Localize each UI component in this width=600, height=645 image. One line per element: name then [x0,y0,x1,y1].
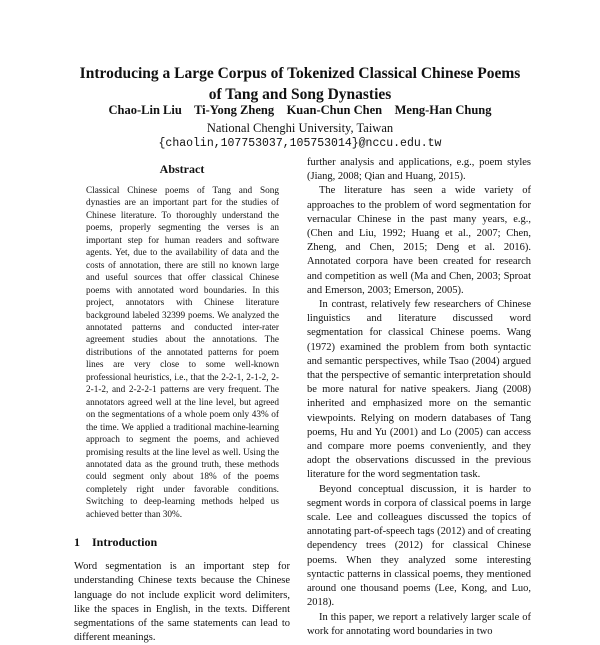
introduction-paragraph: Word segmentation is an important step for understanding Chinese texts because the Chinese language do not include explicit word delimiters, like the spaces in English, in the texts. Different segmentations of the same statements can lead to different meanings. [74,561,290,644]
title-line-1: Introducing a Large Corpus of Tokenized Classical Chinese Poems [79,65,521,82]
paragraph-2: The literature has seen a wide variety of approaches to the problem of word segmentation for vernacular Chinese in the past many years, e.g., (Chen and Liu, 1992; Huang et al., 2007; Chen, Zheng, and Chen, 2015; Deng et al. 2016). Annotated corpora have been created for research and competition as well (Ma and Chen, 2003; Sproat and Emerson, 2003; Emerson, 2005). [307,185,531,296]
abstract-text: Classical Chinese poems of Tang and Song dynasties are an important part for the studies of Chinese literature. To thoroughly understand the poems, properly segmenting the verses is an important step for human readers and software agents. Yet, due to the availability of data and the costs of annotation, there are still no known large and useful sources that offer classical Chinese poems with annotated word boundaries. In this project, annotators with Chinese literature background labeled 32399 poems. We analyzed the annotated patterns and conducted inter-rater agreement studies about the annotations. The distributions of the annotated patterns for poem lines are very close to some well-known professional heuristics, i.e., that the 2-2-1, 2-1-2, 2-2-1-2, and 2-2-2-1 patterns are very frequent. The annotators agreed well at the line level, but agreed on the segmentations of a whole poem only 43% of the time. We applied a traditional machine-learning approach to segment the poems, and achieved promising results at the line level as well. Using the annotated data as the ground truth, these methods could segment only about 18% of the poems completely right under favorable conditions. Switching to deep-learning methods helped us achieved better than 30%. [86,186,279,520]
paragraph-4: Beyond conceptual discussion, it is harder to segment words in corpora of classical poems in large scale. Lee and colleagues discussed the topics of annotating part-of-speech tags (2012) and of creating dependency trees (2012) for classical Chinese poems. When they analyzed some interesting syntactic patterns in classical poems, they mentioned around one thousand poems (Lee, Kong, and Luo, 2018). [307,483,531,609]
section-number: 1 [74,535,80,550]
affiliation: National Chenghi University, Taiwan [206,121,394,135]
paragraph-1: further analysis and applications, e.g., poem styles (Jiang, 2008; Qian and Huang, 2015). [307,157,531,183]
section-heading-introduction [74,535,290,550]
left-column [74,162,290,644]
author-emails: {chaolin,107753037,105753014}@nccu.edu.tw [158,137,442,150]
title-line-2: of Tang and Song Dynasties [208,86,392,103]
abstract-heading: Abstract [159,162,205,176]
section-title: Introduction [92,535,158,550]
paragraph-5: In this paper, we report a relatively larger scale of work for annotating word boundaries in two [307,611,531,637]
right-column [307,156,531,637]
author-list: Chao-Lin Liu Ti-Yong Zheng Kuan-Chun Chen Meng-Han Chung [108,103,492,117]
paper-title [40,63,560,105]
paragraph-3: In contrast, relatively few researchers of Chinese linguistics and literature discussed word segmentation for classical Chinese poems. Wang (1972) examined the problem from both syntactic and semantic perspectives, while Tsao (2004) argued that the perspective of semantic interpretation should be more natural for native speakers. Jiang (2008) inherited and emphasized more on the semantic viewpoints. Relying on modern databases of Tang poems, Hu and Yu (2001) and Lo (2005) can access and compare more poems conveniently, and they adopt the observations discussed in the previous literature for the word segmentation task. [307,299,531,481]
